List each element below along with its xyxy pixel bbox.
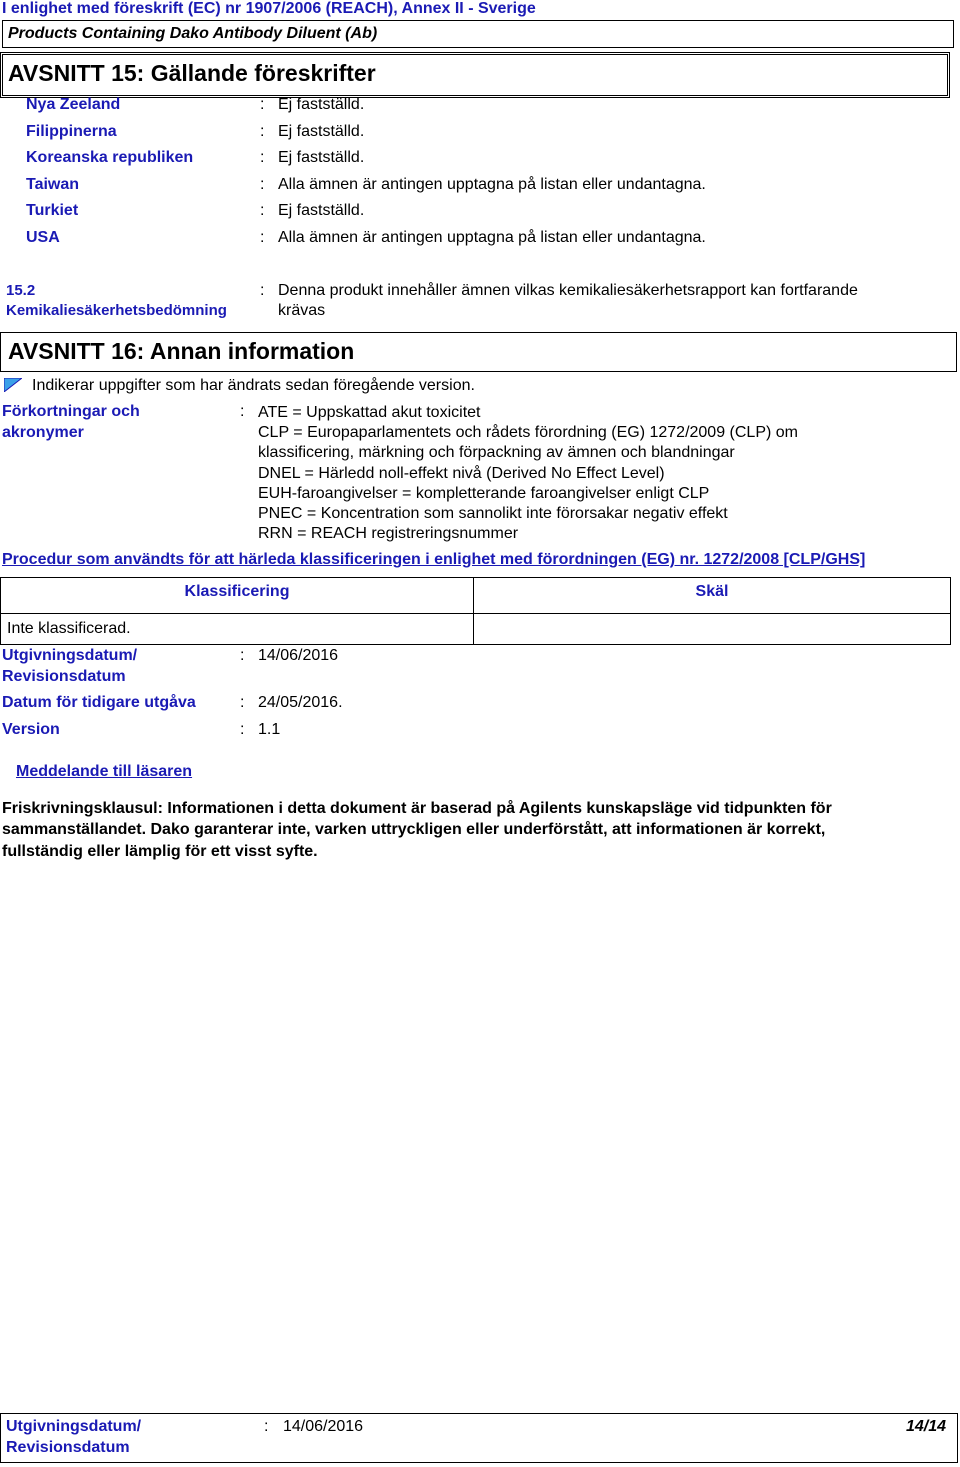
issue-date-label-line2: Revisionsdatum: [2, 668, 126, 685]
inventory-value: Alla ämnen är antingen upptagna på listan eller undantagna.: [278, 229, 706, 246]
section15-title: AVSNITT 15: Gällande föreskrifter: [8, 60, 376, 86]
colon: :: [260, 202, 265, 219]
reason-header: Skäl: [474, 578, 951, 614]
disclaimer-line1: Friskrivningsklausul: Informationen i detta dokument är baserad på Agilents kunskapsläge vid tidpunkten för: [2, 800, 832, 817]
abbreviation-item: PNEC = Koncentration som sannolikt inte förorsakar negativ effekt: [258, 505, 728, 523]
procedure-title: Procedur som användts för att härleda klassificeringen i enlighet med förordningen (EG) nr. 1272/2008 [CLP/GHS]: [2, 551, 866, 568]
version-value: 1.1: [258, 721, 281, 738]
colon: :: [240, 694, 245, 711]
colon: :: [260, 229, 265, 246]
inventory-country: Koreanska republiken: [26, 149, 194, 166]
notice-title: Meddelande till läsaren: [16, 763, 193, 780]
version-label: Version: [2, 721, 60, 738]
colon: :: [240, 403, 245, 420]
abbreviation-item: ATE = Uppskattad akut toxicitet: [258, 404, 481, 421]
classification-table: [0, 577, 951, 645]
abbreviation-item: RRN = REACH registreringsnummer: [258, 525, 519, 543]
abbreviation-item: CLP = Europaparlamentets och rådets förordning (EG) 1272/2009 (CLP) om: [258, 424, 798, 442]
disclaimer-line2: sammanställandet. Dako garanterar inte, varken uttryckligen eller underförstått, att informationen är korrekt,: [2, 821, 826, 838]
colon: :: [260, 123, 265, 140]
footer-colon: :: [264, 1418, 269, 1435]
inventory-country: Nya Zeeland: [26, 96, 121, 113]
disclaimer-line3: fullständig eller lämplig för ett visst syfte.: [2, 843, 318, 860]
colon: :: [260, 149, 265, 166]
footer-label-line1: Utgivningsdatum/: [6, 1418, 142, 1435]
classification-header: Klassificering: [1, 578, 474, 614]
assessment-value-line2: krävas: [278, 302, 326, 319]
issue-date-value: 14/06/2016: [258, 647, 339, 664]
inventory-value: Ej fastställd.: [278, 123, 365, 140]
inventory-country: Taiwan: [26, 176, 80, 193]
assessment-label: Kemikaliesäkerhetsbedömning: [6, 302, 227, 319]
assessment-number: 15.2: [6, 282, 36, 299]
inventory-value: Ej fastställd.: [278, 96, 365, 113]
abbreviation-item: DNEL = Härledd noll-effekt nivå (Derived No Effect Level): [258, 464, 665, 482]
product-title: Products Containing Dako Antibody Diluent (Ab): [8, 25, 378, 42]
abbr-label-line2: akronymer: [2, 424, 84, 441]
section16-title: AVSNITT 16: Annan information: [8, 338, 355, 364]
colon: :: [260, 176, 265, 193]
regulation-header: I enlighet med föreskrift (EC) nr 1907/2006 (REACH), Annex II - Sverige: [2, 0, 536, 17]
colon: :: [260, 96, 265, 113]
inventory-value: Ej fastställd.: [278, 149, 365, 166]
footer-label-line2: Revisionsdatum: [6, 1439, 130, 1456]
inventory-value: Ej fastställd.: [278, 202, 365, 219]
abbreviation-item: EUH-faroangivelser = kompletterande faroangivelser enligt CLP: [258, 484, 710, 502]
footer-date: 14/06/2016: [283, 1418, 364, 1435]
colon: :: [260, 282, 265, 299]
inventory-country: Filippinerna: [26, 123, 117, 140]
inventory-value: Alla ämnen är antingen upptagna på listan eller undantagna.: [278, 176, 706, 193]
classification-cell: Inte klassificerad.: [1, 614, 474, 645]
previous-date-label: Datum för tidigare utgåva: [2, 694, 196, 711]
assessment-value-line1: Denna produkt innehåller ämnen vilkas kemikaliesäkerhetsrapport kan fortfarande: [278, 282, 858, 299]
change-note: Indikerar uppgifter som har ändrats sedan föregående version.: [32, 377, 475, 394]
page-number: 14/14: [906, 1418, 947, 1435]
inventory-country: USA: [26, 229, 60, 246]
reason-cell: [474, 614, 951, 645]
issue-date-label-line1: Utgivningsdatum/: [2, 647, 138, 664]
colon: :: [240, 721, 245, 738]
colon: :: [240, 647, 245, 664]
abbreviation-list: [258, 403, 798, 544]
previous-date-value: 24/05/2016.: [258, 694, 343, 711]
abbreviation-item: klassificering, märkning och förpackning av ämnen och blandningar: [258, 444, 735, 462]
triangle-flag-icon: [4, 378, 22, 392]
abbr-label-line1: Förkortningar och: [2, 403, 140, 420]
footer-box: [0, 1413, 958, 1463]
inventory-country: Turkiet: [26, 202, 79, 219]
